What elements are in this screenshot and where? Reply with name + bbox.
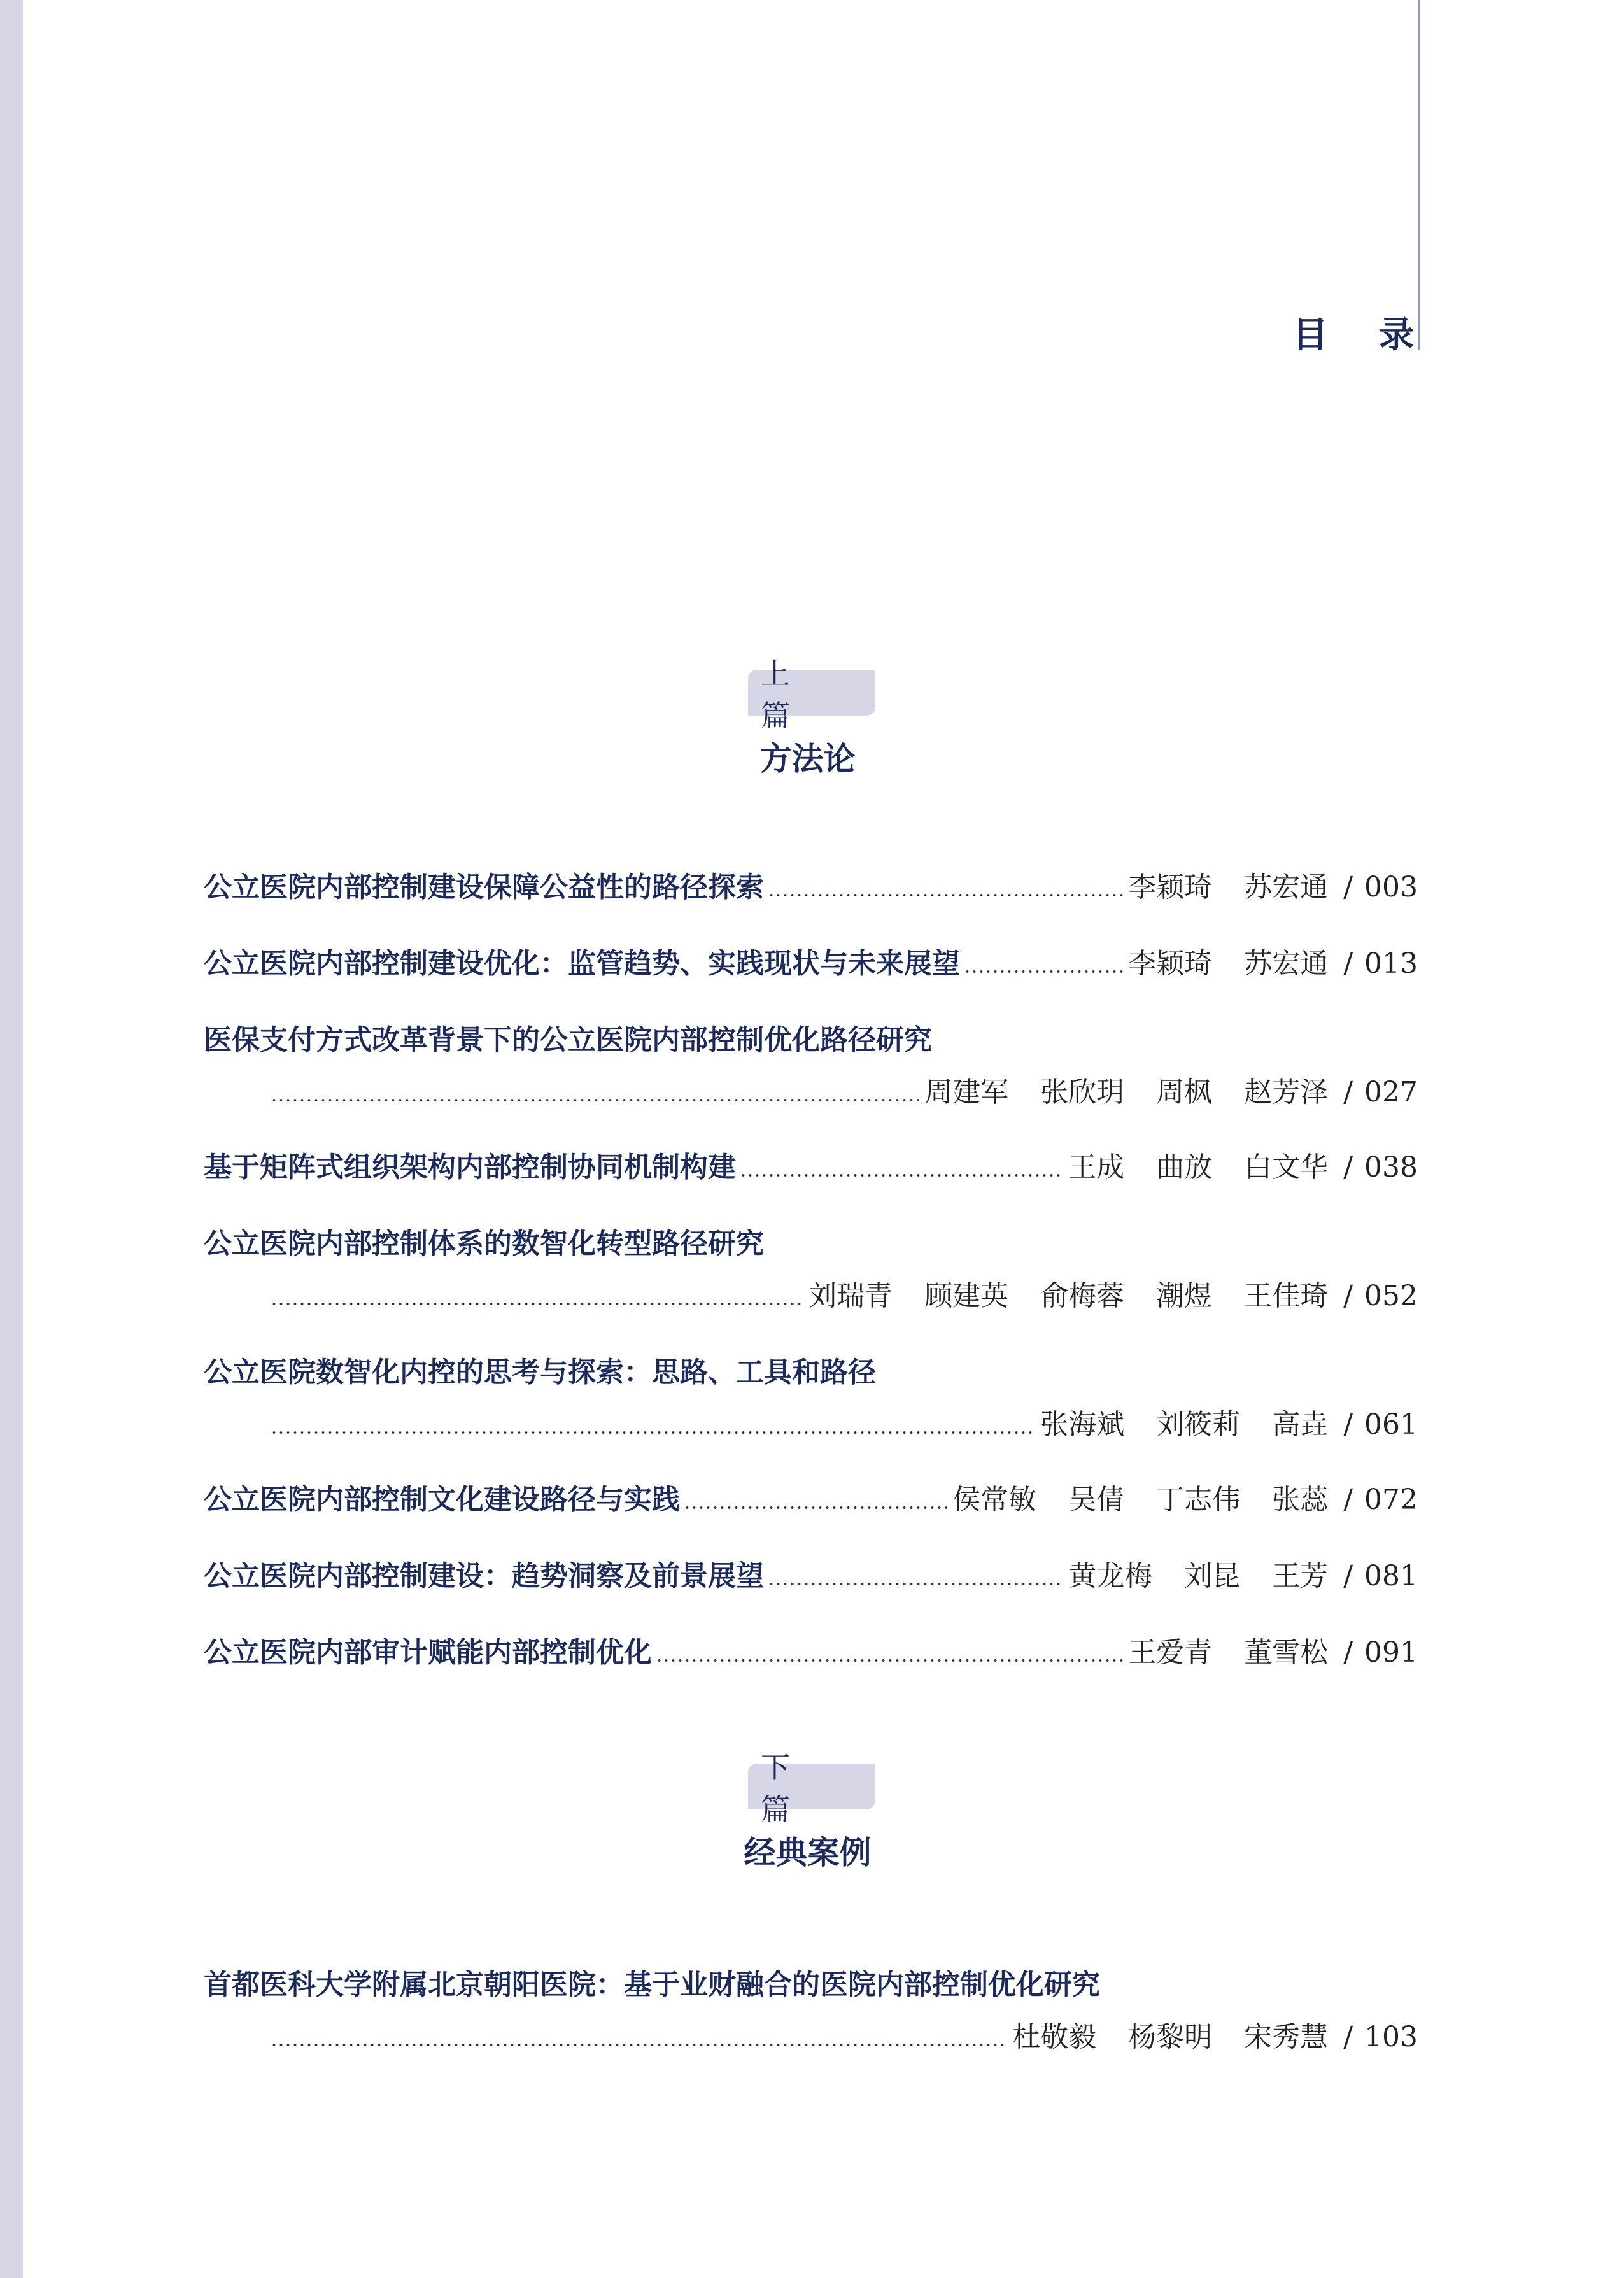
toc-entry[interactable]: 公立医院内部审计赋能内部控制优化 王爱青 董雪松 / 091 — [204, 1632, 1418, 1673]
toc-entry-continuation[interactable]: 张海斌 刘筱莉 高垚 / 061 — [271, 1404, 1418, 1445]
toc-entry[interactable]: 公立医院内部控制文化建设路径与实践 侯常敏 吴倩 丁志伟 张蕊 / 072 — [204, 1480, 1418, 1520]
entry-authors: 刘瑞青 顾建英 俞梅蓉 潮煜 王佳琦 — [808, 1280, 1329, 1312]
entry-title[interactable]: 公立医院内部控制体系的数智化转型路径研究 — [204, 1227, 764, 1260]
dot-leader — [271, 1300, 803, 1308]
entry-authors: 李颖琦 苏宏通 — [1128, 871, 1329, 903]
left-margin-band — [0, 0, 23, 2278]
part-tag-lower: 下 篇 — [748, 1764, 875, 1809]
dot-leader — [271, 1096, 919, 1104]
dot-leader — [964, 968, 1123, 975]
entry-page: 027 — [1364, 1076, 1418, 1108]
part-name-upper: 方法论 — [759, 740, 856, 777]
toc-heading: 目 录 — [1292, 315, 1434, 356]
entry-page: 052 — [1364, 1280, 1418, 1312]
entry-title: 基于矩阵式组织架构内部控制协同机制构建 — [204, 1151, 736, 1184]
toc-entry[interactable]: 公立医院内部控制建设：趋势洞察及前景展望 黄龙梅 刘昆 王芳 / 081 — [204, 1556, 1418, 1597]
entry-title: 公立医院内部控制建设优化：监管趋势、实践现状与未来展望 — [204, 947, 960, 980]
dot-leader — [271, 2041, 1007, 2049]
entry-authors: 王爱青 董雪松 — [1128, 1636, 1329, 1669]
toc-entry-continuation[interactable]: 刘瑞青 顾建英 俞梅蓉 潮煜 王佳琦 / 052 — [271, 1276, 1418, 1317]
entry-title: 公立医院内部控制文化建设路径与实践 — [204, 1483, 680, 1516]
dot-leader — [768, 891, 1123, 899]
toc-entry[interactable]: 公立医院内部控制建设保障公益性的路径探索 李颖琦 苏宏通 / 003 — [204, 867, 1418, 908]
entry-title: 公立医院内部审计赋能内部控制优化 — [204, 1636, 652, 1669]
dot-leader — [684, 1504, 947, 1511]
entry-authors: 黄龙梅 刘昆 王芳 — [1068, 1560, 1329, 1592]
entry-page: 038 — [1364, 1151, 1418, 1184]
entry-page: 103 — [1364, 2021, 1418, 2053]
dot-leader — [740, 1171, 1063, 1179]
entry-title: 公立医院内部控制建设：趋势洞察及前景展望 — [204, 1560, 764, 1592]
entry-authors: 周建军 张欣玥 周枫 赵芳泽 — [924, 1076, 1329, 1108]
part-tag-upper: 上 篇 — [748, 670, 875, 716]
entry-page: 072 — [1364, 1483, 1418, 1516]
header-vertical-rule — [1418, 0, 1420, 350]
entry-page: 003 — [1364, 871, 1418, 903]
entry-title[interactable]: 首都医科大学附属北京朝阳医院：基于业财融合的医院内部控制优化研究 — [204, 1969, 1100, 2001]
entry-page: 013 — [1364, 947, 1418, 980]
entry-title: 公立医院内部控制建设保障公益性的路径探索 — [204, 871, 764, 903]
entry-authors: 侯常敏 吴倩 丁志伟 张蕊 — [952, 1483, 1329, 1516]
entry-authors: 李颖琦 苏宏通 — [1128, 947, 1329, 980]
dot-leader — [768, 1580, 1063, 1588]
entry-title[interactable]: 公立医院数智化内控的思考与探索：思路、工具和路径 — [204, 1356, 876, 1389]
dot-leader — [271, 1429, 1035, 1436]
toc-entry[interactable]: 基于矩阵式组织架构内部控制协同机制构建 王成 曲放 白文华 / 038 — [204, 1147, 1418, 1188]
entry-authors: 张海斌 刘筱莉 高垚 — [1040, 1408, 1329, 1441]
entry-authors: 杜敬毅 杨黎明 宋秀慧 — [1012, 2021, 1329, 2053]
entry-page: 091 — [1364, 1636, 1418, 1669]
dot-leader — [656, 1657, 1123, 1664]
entry-page: 061 — [1364, 1408, 1418, 1441]
part-name-lower: 经典案例 — [744, 1834, 872, 1871]
entry-page: 081 — [1364, 1560, 1418, 1592]
toc-entry-continuation[interactable]: 杜敬毅 杨黎明 宋秀慧 / 103 — [271, 2017, 1418, 2058]
entry-authors: 王成 曲放 白文华 — [1068, 1151, 1329, 1184]
toc-entry-continuation[interactable]: 周建军 张欣玥 周枫 赵芳泽 / 027 — [271, 1072, 1418, 1113]
toc-entry[interactable]: 公立医院内部控制建设优化：监管趋势、实践现状与未来展望 李颖琦 苏宏通 / 013 — [204, 944, 1418, 984]
entry-title[interactable]: 医保支付方式改革背景下的公立医院内部控制优化路径研究 — [204, 1024, 932, 1056]
